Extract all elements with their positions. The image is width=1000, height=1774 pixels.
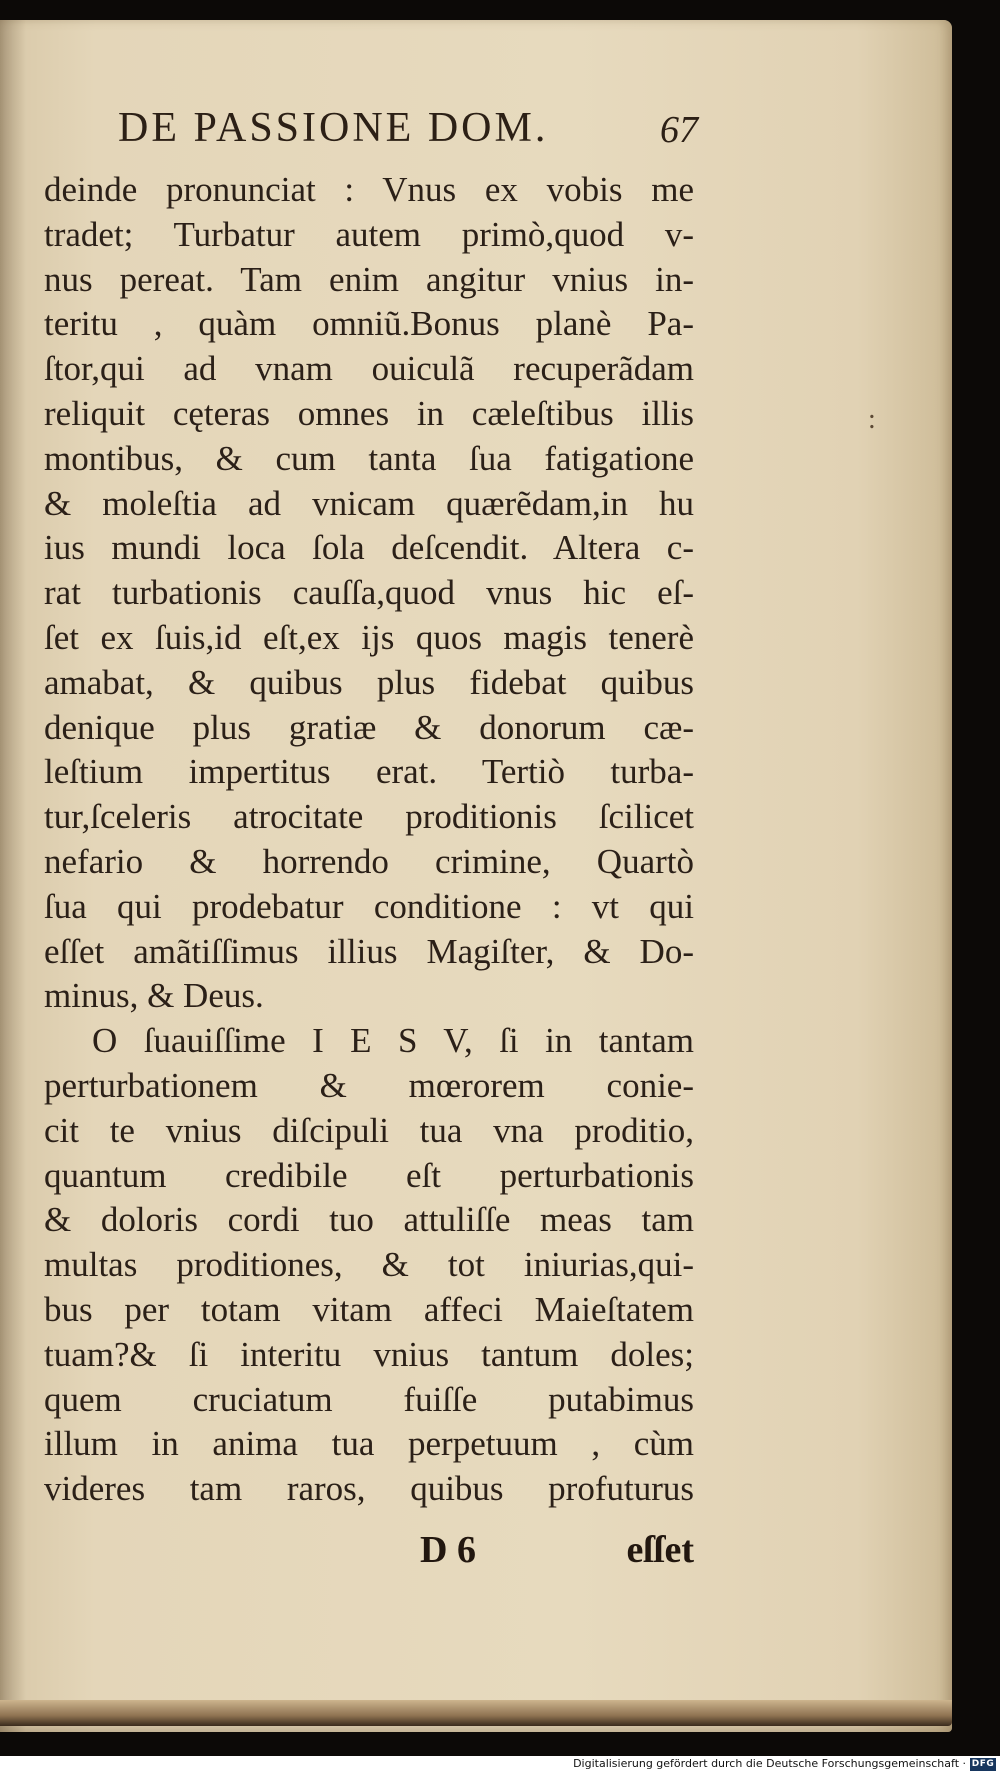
text-line: ſtor,qui ad vnam ouiculã recuperãdam <box>44 349 694 389</box>
text-line: illum in anima tua perpetuum , cùm <box>44 1424 694 1464</box>
text-line: videres tam raros, quibus profuturus <box>44 1469 694 1509</box>
page-header <box>118 104 698 154</box>
text-line: tuam?& ſi interitu vnius tantum doles; <box>44 1334 694 1374</box>
text-line: perturbationem & mœrorem conie- <box>44 1065 694 1105</box>
text-line: tradet; Turbatur autem primò,quod v- <box>44 214 694 254</box>
text-line: leſtium impertitus erat. Tertiò turba- <box>44 752 694 792</box>
text-line: eſſet amãtiſſimus illius Magiſter, & Do- <box>44 931 694 971</box>
text-line: & moleſtia ad vnicam quærẽdam,in hu <box>44 483 694 523</box>
text-line: deinde pronunciat : Vnus ex vobis me <box>44 170 694 209</box>
text-line: quantum credibile eſt perturbationis <box>44 1155 694 1195</box>
text-line: ſet ex ſuis,id eſt,ex ijs quos magis tenerè <box>44 617 694 657</box>
running-head: DE PASSIONE DOM. <box>118 105 549 151</box>
text-line: nefario & horrendo crimine, Quartò <box>44 841 694 881</box>
text-line: montibus, & cum tanta ſua fatigatione <box>44 438 694 478</box>
margin-mark: : <box>868 404 876 435</box>
text-line: reliquit cęteras omnes in cæleſtibus illis <box>44 393 694 433</box>
page-footer <box>420 1528 694 1574</box>
credit-text: Digitalisierung gefördert durch die Deutsche Forschungsgemeinschaft · <box>573 1757 966 1770</box>
text-line: multas proditiones, & tot iniurias,qui- <box>44 1245 694 1285</box>
catchword: eſſet <box>626 1529 694 1571</box>
credit-bar <box>0 1756 1000 1774</box>
page-bottom-edge <box>0 1700 952 1726</box>
text-line: ſua qui prodebatur conditione : vt qui <box>44 886 694 926</box>
text-line: bus per totam vitam affeci Maieſtatem <box>44 1289 694 1329</box>
text-line: rat turbationis cauſſa,quod vnus hic eſ- <box>44 573 694 613</box>
text-line: & doloris cordi tuo attuliſſe meas tam <box>44 1200 694 1240</box>
text-line: minus, & Deus. <box>44 976 264 1016</box>
text-line: O ſuauiſſime I E S V, ſi in tantam <box>92 1021 694 1061</box>
text-line: teritu , quàm omniũ.Bonus planè Pa- <box>44 304 694 344</box>
page-gutter-shadow <box>0 20 26 1732</box>
text-line: tur,ſceleris atrocitate proditionis ſcilicet <box>44 797 694 837</box>
dfg-logo: DFG <box>971 1759 995 1769</box>
text-line: quem cruciatum fuiſſe putabimus <box>44 1379 694 1419</box>
text-line: nus pereat. Tam enim angitur vnius in- <box>44 259 694 299</box>
page-number: 67 <box>660 109 698 151</box>
body-text <box>44 168 694 1512</box>
text-line: ius mundi loca ſola deſcendit. Altera c- <box>44 528 694 568</box>
text-line: amabat, & quibus plus fidebat quibus <box>44 662 694 702</box>
text-line: denique plus gratiæ & donorum cæ- <box>44 707 694 747</box>
signature-mark: D 6 <box>420 1529 476 1571</box>
text-line: cit te vnius diſcipuli tua vna proditio, <box>44 1110 694 1150</box>
